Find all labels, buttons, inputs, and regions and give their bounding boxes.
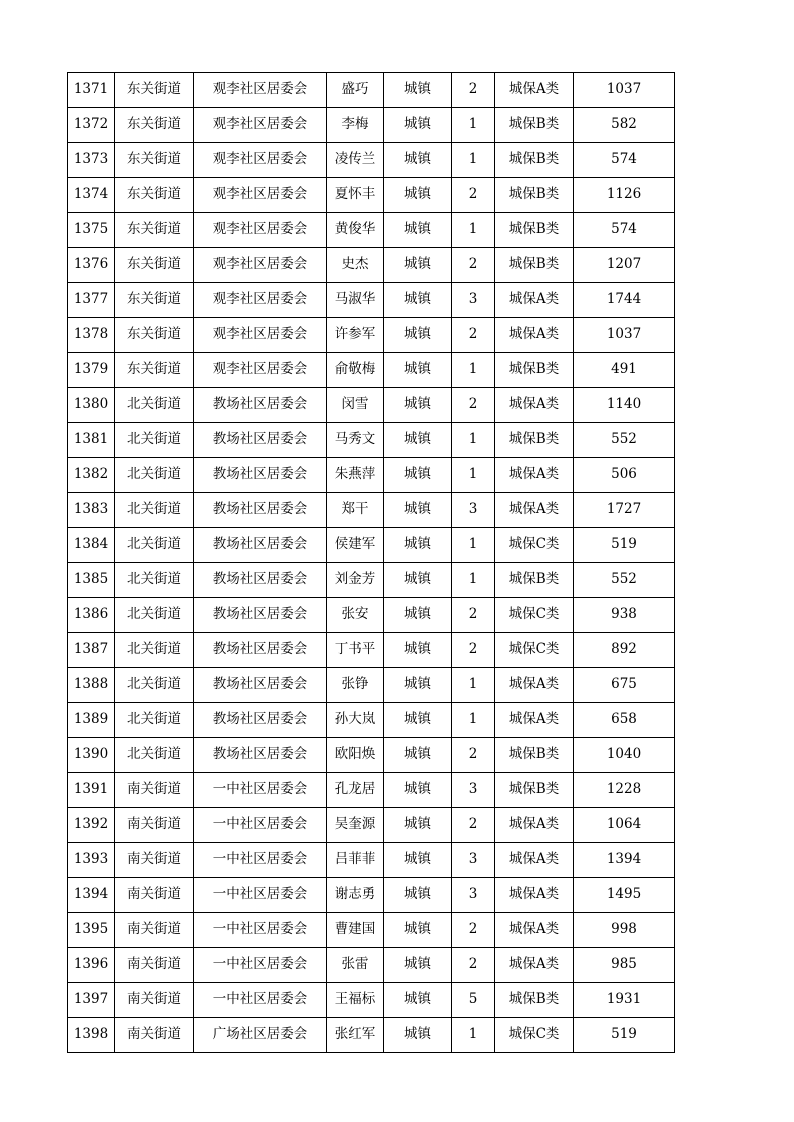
amount-cell: 519 (574, 528, 675, 563)
street-cell: 北关街道 (115, 388, 194, 423)
street-cell: 南关街道 (115, 878, 194, 913)
category-cell: 城保B类 (495, 108, 574, 143)
table-row (68, 878, 675, 913)
area-type-cell: 城镇 (384, 108, 452, 143)
name-cell: 马秀文 (327, 423, 384, 458)
name-cell: 夏怀丰 (327, 178, 384, 213)
area-type-cell: 城镇 (384, 773, 452, 808)
row-number-cell: 1384 (68, 528, 115, 563)
row-number-cell: 1379 (68, 353, 115, 388)
household-size-cell: 1 (452, 563, 495, 598)
street-cell: 南关街道 (115, 808, 194, 843)
amount-cell: 675 (574, 668, 675, 703)
table-row (68, 773, 675, 808)
table-row (68, 668, 675, 703)
category-cell: 城保A类 (495, 843, 574, 878)
table-row (68, 983, 675, 1018)
category-cell: 城保B类 (495, 983, 574, 1018)
amount-cell: 1037 (574, 318, 675, 353)
community-cell: 一中社区居委会 (194, 773, 327, 808)
category-cell: 城保A类 (495, 318, 574, 353)
street-cell: 南关街道 (115, 983, 194, 1018)
category-cell: 城保A类 (495, 878, 574, 913)
household-size-cell: 2 (452, 808, 495, 843)
row-number-cell: 1381 (68, 423, 115, 458)
row-number-cell: 1389 (68, 703, 115, 738)
category-cell: 城保B类 (495, 213, 574, 248)
row-number-cell: 1385 (68, 563, 115, 598)
amount-cell: 1727 (574, 493, 675, 528)
table-row (68, 178, 675, 213)
community-cell: 观李社区居委会 (194, 73, 327, 108)
area-type-cell: 城镇 (384, 458, 452, 493)
community-cell: 一中社区居委会 (194, 878, 327, 913)
amount-cell: 552 (574, 423, 675, 458)
name-cell: 朱燕萍 (327, 458, 384, 493)
table-row (68, 283, 675, 318)
category-cell: 城保A类 (495, 948, 574, 983)
household-size-cell: 1 (452, 458, 495, 493)
area-type-cell: 城镇 (384, 843, 452, 878)
household-size-cell: 3 (452, 878, 495, 913)
area-type-cell: 城镇 (384, 493, 452, 528)
table-row (68, 808, 675, 843)
category-cell: 城保B类 (495, 143, 574, 178)
area-type-cell: 城镇 (384, 948, 452, 983)
area-type-cell: 城镇 (384, 143, 452, 178)
table-row (68, 913, 675, 948)
street-cell: 东关街道 (115, 353, 194, 388)
row-number-cell: 1371 (68, 73, 115, 108)
area-type-cell: 城镇 (384, 283, 452, 318)
amount-cell: 1037 (574, 73, 675, 108)
row-number-cell: 1397 (68, 983, 115, 1018)
category-cell: 城保C类 (495, 598, 574, 633)
category-cell: 城保B类 (495, 353, 574, 388)
category-cell: 城保A类 (495, 668, 574, 703)
household-size-cell: 2 (452, 248, 495, 283)
area-type-cell: 城镇 (384, 668, 452, 703)
area-type-cell: 城镇 (384, 738, 452, 773)
category-cell: 城保B类 (495, 563, 574, 598)
amount-cell: 658 (574, 703, 675, 738)
household-size-cell: 3 (452, 493, 495, 528)
name-cell: 丁书平 (327, 633, 384, 668)
table-row (68, 563, 675, 598)
household-size-cell: 1 (452, 528, 495, 563)
name-cell: 俞敬梅 (327, 353, 384, 388)
community-cell: 教场社区居委会 (194, 703, 327, 738)
household-size-cell: 3 (452, 843, 495, 878)
community-cell: 观李社区居委会 (194, 108, 327, 143)
amount-cell: 985 (574, 948, 675, 983)
area-type-cell: 城镇 (384, 703, 452, 738)
street-cell: 东关街道 (115, 318, 194, 353)
amount-cell: 1140 (574, 388, 675, 423)
street-cell: 北关街道 (115, 423, 194, 458)
category-cell: 城保A类 (495, 388, 574, 423)
table-row (68, 703, 675, 738)
street-cell: 北关街道 (115, 493, 194, 528)
name-cell: 张雷 (327, 948, 384, 983)
name-cell: 史杰 (327, 248, 384, 283)
name-cell: 王福标 (327, 983, 384, 1018)
street-cell: 东关街道 (115, 248, 194, 283)
household-size-cell: 1 (452, 1018, 495, 1053)
household-size-cell: 3 (452, 283, 495, 318)
amount-cell: 1931 (574, 983, 675, 1018)
community-cell: 教场社区居委会 (194, 598, 327, 633)
street-cell: 南关街道 (115, 1018, 194, 1053)
area-type-cell: 城镇 (384, 388, 452, 423)
name-cell: 谢志勇 (327, 878, 384, 913)
area-type-cell: 城镇 (384, 213, 452, 248)
name-cell: 张安 (327, 598, 384, 633)
street-cell: 南关街道 (115, 773, 194, 808)
community-cell: 观李社区居委会 (194, 353, 327, 388)
street-cell: 东关街道 (115, 143, 194, 178)
row-number-cell: 1392 (68, 808, 115, 843)
category-cell: 城保A类 (495, 493, 574, 528)
row-number-cell: 1394 (68, 878, 115, 913)
community-cell: 观李社区居委会 (194, 143, 327, 178)
row-number-cell: 1388 (68, 668, 115, 703)
amount-cell: 1228 (574, 773, 675, 808)
name-cell: 李梅 (327, 108, 384, 143)
street-cell: 北关街道 (115, 738, 194, 773)
row-number-cell: 1387 (68, 633, 115, 668)
area-type-cell: 城镇 (384, 1018, 452, 1053)
row-number-cell: 1391 (68, 773, 115, 808)
community-cell: 教场社区居委会 (194, 668, 327, 703)
table-body (68, 73, 675, 1053)
household-size-cell: 2 (452, 388, 495, 423)
street-cell: 北关街道 (115, 528, 194, 563)
table-row (68, 458, 675, 493)
table-row (68, 528, 675, 563)
category-cell: 城保B类 (495, 423, 574, 458)
area-type-cell: 城镇 (384, 248, 452, 283)
community-cell: 教场社区居委会 (194, 528, 327, 563)
table-row (68, 843, 675, 878)
name-cell: 孔龙居 (327, 773, 384, 808)
category-cell: 城保A类 (495, 808, 574, 843)
household-size-cell: 2 (452, 633, 495, 668)
table-row (68, 318, 675, 353)
amount-cell: 1495 (574, 878, 675, 913)
row-number-cell: 1373 (68, 143, 115, 178)
row-number-cell: 1372 (68, 108, 115, 143)
table-row (68, 73, 675, 108)
table-row (68, 213, 675, 248)
household-size-cell: 2 (452, 178, 495, 213)
name-cell: 孙大岚 (327, 703, 384, 738)
community-cell: 教场社区居委会 (194, 493, 327, 528)
community-cell: 一中社区居委会 (194, 843, 327, 878)
amount-cell: 574 (574, 143, 675, 178)
table-row (68, 948, 675, 983)
community-cell: 一中社区居委会 (194, 808, 327, 843)
name-cell: 吕菲菲 (327, 843, 384, 878)
amount-cell: 1126 (574, 178, 675, 213)
household-size-cell: 2 (452, 913, 495, 948)
table-row (68, 738, 675, 773)
community-cell: 一中社区居委会 (194, 913, 327, 948)
area-type-cell: 城镇 (384, 913, 452, 948)
street-cell: 北关街道 (115, 633, 194, 668)
row-number-cell: 1383 (68, 493, 115, 528)
category-cell: 城保A类 (495, 458, 574, 493)
row-number-cell: 1377 (68, 283, 115, 318)
amount-cell: 506 (574, 458, 675, 493)
table-row (68, 143, 675, 178)
household-size-cell: 1 (452, 668, 495, 703)
name-cell: 闵雪 (327, 388, 384, 423)
community-cell: 教场社区居委会 (194, 388, 327, 423)
street-cell: 南关街道 (115, 843, 194, 878)
name-cell: 盛巧 (327, 73, 384, 108)
row-number-cell: 1386 (68, 598, 115, 633)
household-size-cell: 2 (452, 598, 495, 633)
name-cell: 张红军 (327, 1018, 384, 1053)
amount-cell: 998 (574, 913, 675, 948)
street-cell: 东关街道 (115, 213, 194, 248)
category-cell: 城保A类 (495, 73, 574, 108)
street-cell: 北关街道 (115, 563, 194, 598)
amount-cell: 1207 (574, 248, 675, 283)
category-cell: 城保A类 (495, 913, 574, 948)
household-size-cell: 2 (452, 73, 495, 108)
street-cell: 东关街道 (115, 283, 194, 318)
area-type-cell: 城镇 (384, 983, 452, 1018)
street-cell: 北关街道 (115, 668, 194, 703)
amount-cell: 519 (574, 1018, 675, 1053)
street-cell: 东关街道 (115, 73, 194, 108)
household-size-cell: 5 (452, 983, 495, 1018)
street-cell: 北关街道 (115, 598, 194, 633)
community-cell: 一中社区居委会 (194, 948, 327, 983)
row-number-cell: 1382 (68, 458, 115, 493)
area-type-cell: 城镇 (384, 598, 452, 633)
row-number-cell: 1380 (68, 388, 115, 423)
amount-cell: 892 (574, 633, 675, 668)
row-number-cell: 1375 (68, 213, 115, 248)
household-size-cell: 2 (452, 948, 495, 983)
table-row (68, 248, 675, 283)
row-number-cell: 1395 (68, 913, 115, 948)
category-cell: 城保A类 (495, 703, 574, 738)
street-cell: 南关街道 (115, 948, 194, 983)
area-type-cell: 城镇 (384, 808, 452, 843)
table-row (68, 633, 675, 668)
row-number-cell: 1378 (68, 318, 115, 353)
table-row (68, 598, 675, 633)
table-row (68, 493, 675, 528)
household-size-cell: 1 (452, 143, 495, 178)
name-cell: 吴奎源 (327, 808, 384, 843)
area-type-cell: 城镇 (384, 528, 452, 563)
household-size-cell: 3 (452, 773, 495, 808)
category-cell: 城保C类 (495, 633, 574, 668)
community-cell: 观李社区居委会 (194, 178, 327, 213)
name-cell: 欧阳焕 (327, 738, 384, 773)
table-row (68, 353, 675, 388)
amount-cell: 1394 (574, 843, 675, 878)
amount-cell: 574 (574, 213, 675, 248)
name-cell: 黄俊华 (327, 213, 384, 248)
amount-cell: 582 (574, 108, 675, 143)
category-cell: 城保B类 (495, 738, 574, 773)
row-number-cell: 1396 (68, 948, 115, 983)
name-cell: 曹建国 (327, 913, 384, 948)
amount-cell: 1064 (574, 808, 675, 843)
row-number-cell: 1390 (68, 738, 115, 773)
area-type-cell: 城镇 (384, 73, 452, 108)
street-cell: 东关街道 (115, 178, 194, 213)
category-cell: 城保B类 (495, 178, 574, 213)
name-cell: 凌传兰 (327, 143, 384, 178)
name-cell: 侯建军 (327, 528, 384, 563)
household-size-cell: 1 (452, 353, 495, 388)
community-cell: 教场社区居委会 (194, 563, 327, 598)
area-type-cell: 城镇 (384, 353, 452, 388)
name-cell: 刘金芳 (327, 563, 384, 598)
row-number-cell: 1374 (68, 178, 115, 213)
table-row (68, 108, 675, 143)
name-cell: 张铮 (327, 668, 384, 703)
area-type-cell: 城镇 (384, 423, 452, 458)
community-cell: 观李社区居委会 (194, 283, 327, 318)
street-cell: 东关街道 (115, 108, 194, 143)
area-type-cell: 城镇 (384, 878, 452, 913)
table-row (68, 1018, 675, 1053)
roster-table (67, 72, 675, 1053)
community-cell: 观李社区居委会 (194, 318, 327, 353)
community-cell: 观李社区居委会 (194, 248, 327, 283)
amount-cell: 552 (574, 563, 675, 598)
area-type-cell: 城镇 (384, 318, 452, 353)
community-cell: 教场社区居委会 (194, 633, 327, 668)
community-cell: 观李社区居委会 (194, 213, 327, 248)
table-row (68, 388, 675, 423)
street-cell: 北关街道 (115, 703, 194, 738)
amount-cell: 1744 (574, 283, 675, 318)
row-number-cell: 1398 (68, 1018, 115, 1053)
community-cell: 教场社区居委会 (194, 458, 327, 493)
community-cell: 一中社区居委会 (194, 983, 327, 1018)
community-cell: 广场社区居委会 (194, 1018, 327, 1053)
category-cell: 城保C类 (495, 1018, 574, 1053)
household-size-cell: 2 (452, 318, 495, 353)
household-size-cell: 2 (452, 738, 495, 773)
community-cell: 教场社区居委会 (194, 738, 327, 773)
household-size-cell: 1 (452, 108, 495, 143)
category-cell: 城保A类 (495, 283, 574, 318)
street-cell: 北关街道 (115, 458, 194, 493)
row-number-cell: 1376 (68, 248, 115, 283)
area-type-cell: 城镇 (384, 563, 452, 598)
category-cell: 城保C类 (495, 528, 574, 563)
category-cell: 城保B类 (495, 773, 574, 808)
amount-cell: 1040 (574, 738, 675, 773)
area-type-cell: 城镇 (384, 633, 452, 668)
household-size-cell: 1 (452, 423, 495, 458)
amount-cell: 938 (574, 598, 675, 633)
table-row (68, 423, 675, 458)
name-cell: 马淑华 (327, 283, 384, 318)
category-cell: 城保B类 (495, 248, 574, 283)
household-size-cell: 1 (452, 213, 495, 248)
community-cell: 教场社区居委会 (194, 423, 327, 458)
row-number-cell: 1393 (68, 843, 115, 878)
area-type-cell: 城镇 (384, 178, 452, 213)
name-cell: 许参军 (327, 318, 384, 353)
name-cell: 郑干 (327, 493, 384, 528)
street-cell: 南关街道 (115, 913, 194, 948)
amount-cell: 491 (574, 353, 675, 388)
household-size-cell: 1 (452, 703, 495, 738)
